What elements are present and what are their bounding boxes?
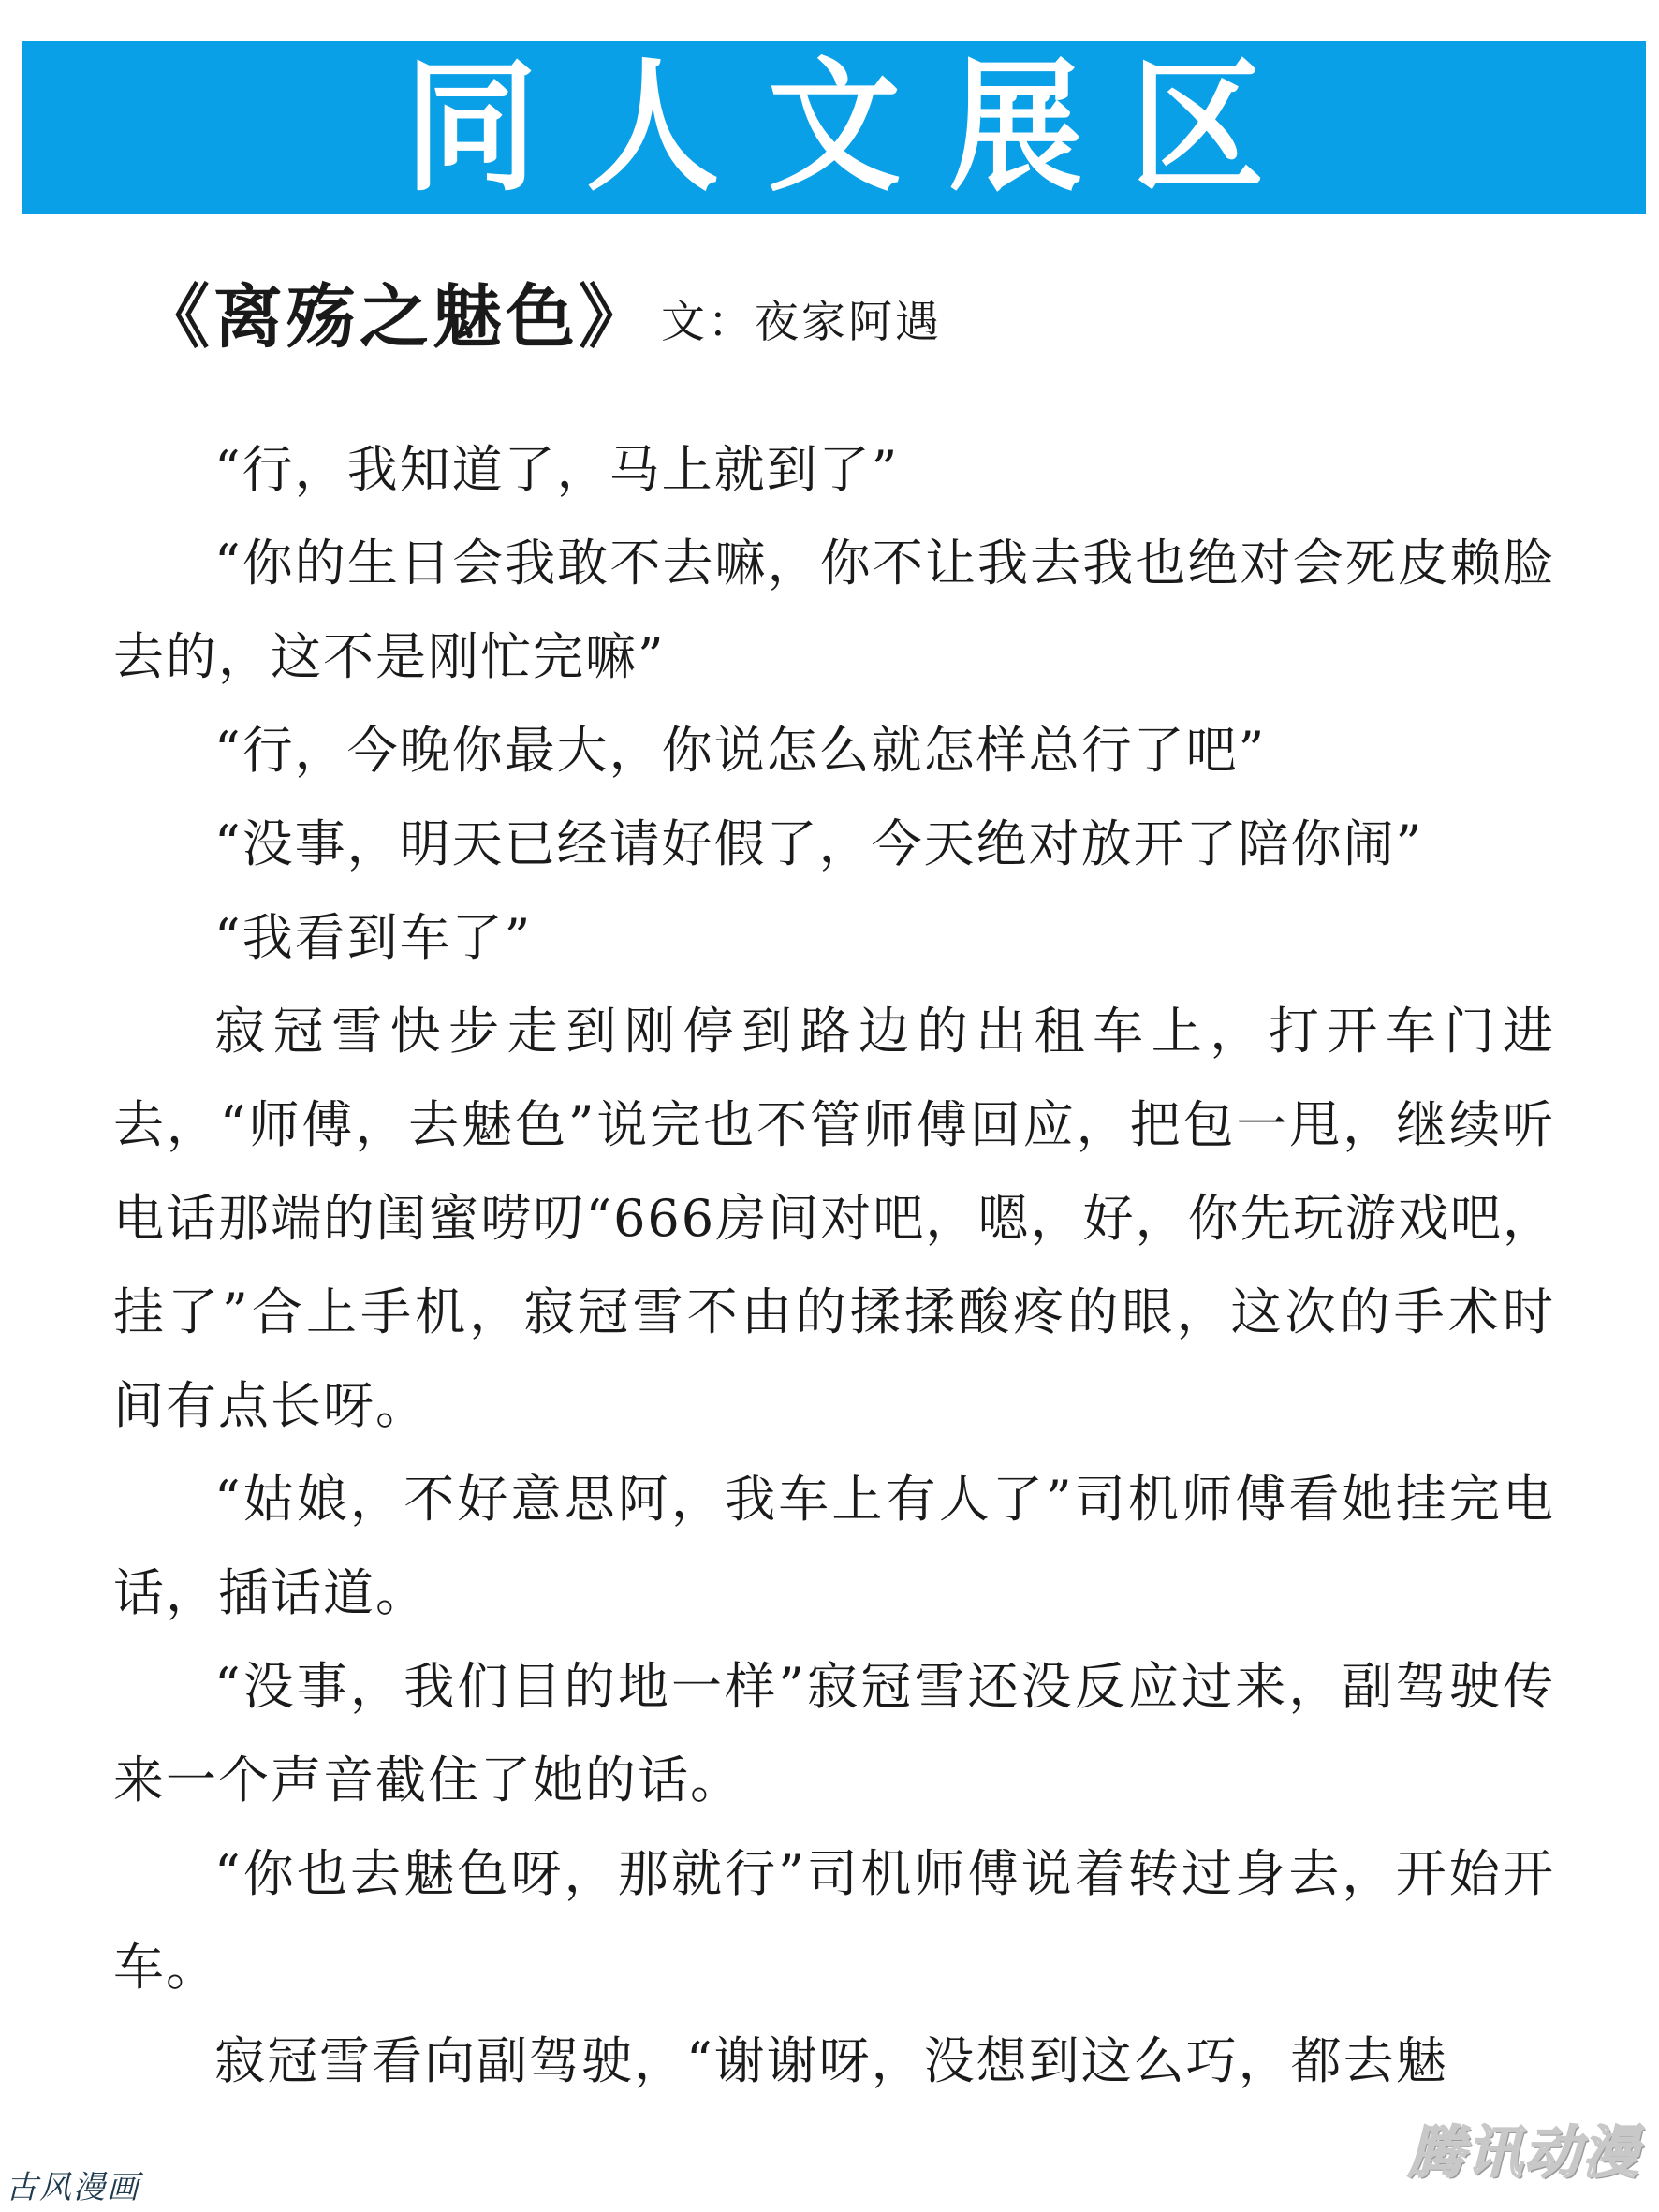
author-credit: 文：夜家阿遇 bbox=[661, 297, 942, 348]
story-paragraph: “没事，明天已经请好假了，今天绝对放开了陪你闹” bbox=[214, 814, 1424, 873]
story-paragraph: “我看到车了” bbox=[214, 908, 533, 967]
header-banner bbox=[22, 41, 1646, 214]
banner-title: 同人文展区 bbox=[404, 43, 1313, 212]
story-paragraph: “姑娘，不好意思阿，我车上有人了”司机师傅看她挂完电话，插话道。 bbox=[113, 1470, 1555, 1622]
platform-logo-watermark: 腾讯动漫 bbox=[1408, 2120, 1640, 2186]
story-paragraph: “行，我知道了，马上就到了” bbox=[214, 440, 900, 499]
story-body bbox=[113, 423, 1555, 2108]
story-paragraph: “行，今晚你最大，你说怎么就怎样总行了吧” bbox=[214, 721, 1267, 780]
story-heading bbox=[140, 277, 942, 358]
story-paragraph: “没事，我们目的地一样”寂冠雪还没反应过来，副驾驶传来一个声音截住了她的话。 bbox=[113, 1657, 1555, 1809]
story-paragraph: 寂冠雪快步走到刚停到路边的出租车上，打开车门进去，“师傅，去魅色”说完也不管师傅回应，把包一甩，继续听电话那端的闺蜜唠叨“666房间对吧，嗯，好，你先玩游戏吧，挂了”合上手机，寂冠雪不由的揉揉酸疼的眼，这次的手术时间有点长呀。 bbox=[113, 1002, 1555, 1435]
story-paragraph: “你也去魅色呀，那就行”司机师傅说着转过身去，开始开车。 bbox=[113, 1844, 1555, 1997]
work-title: 《离殇之魅色》 bbox=[140, 277, 652, 358]
story-paragraph: “你的生日会我敢不去嘛，你不让我去我也绝对会死皮赖脸去的，这不是刚忙完嘛” bbox=[113, 534, 1555, 686]
source-watermark: 古风漫画 bbox=[6, 2169, 140, 2206]
story-paragraph: 寂冠雪看向副驾驶，“谢谢呀，没想到这么巧，都去魅 bbox=[214, 2031, 1448, 2090]
